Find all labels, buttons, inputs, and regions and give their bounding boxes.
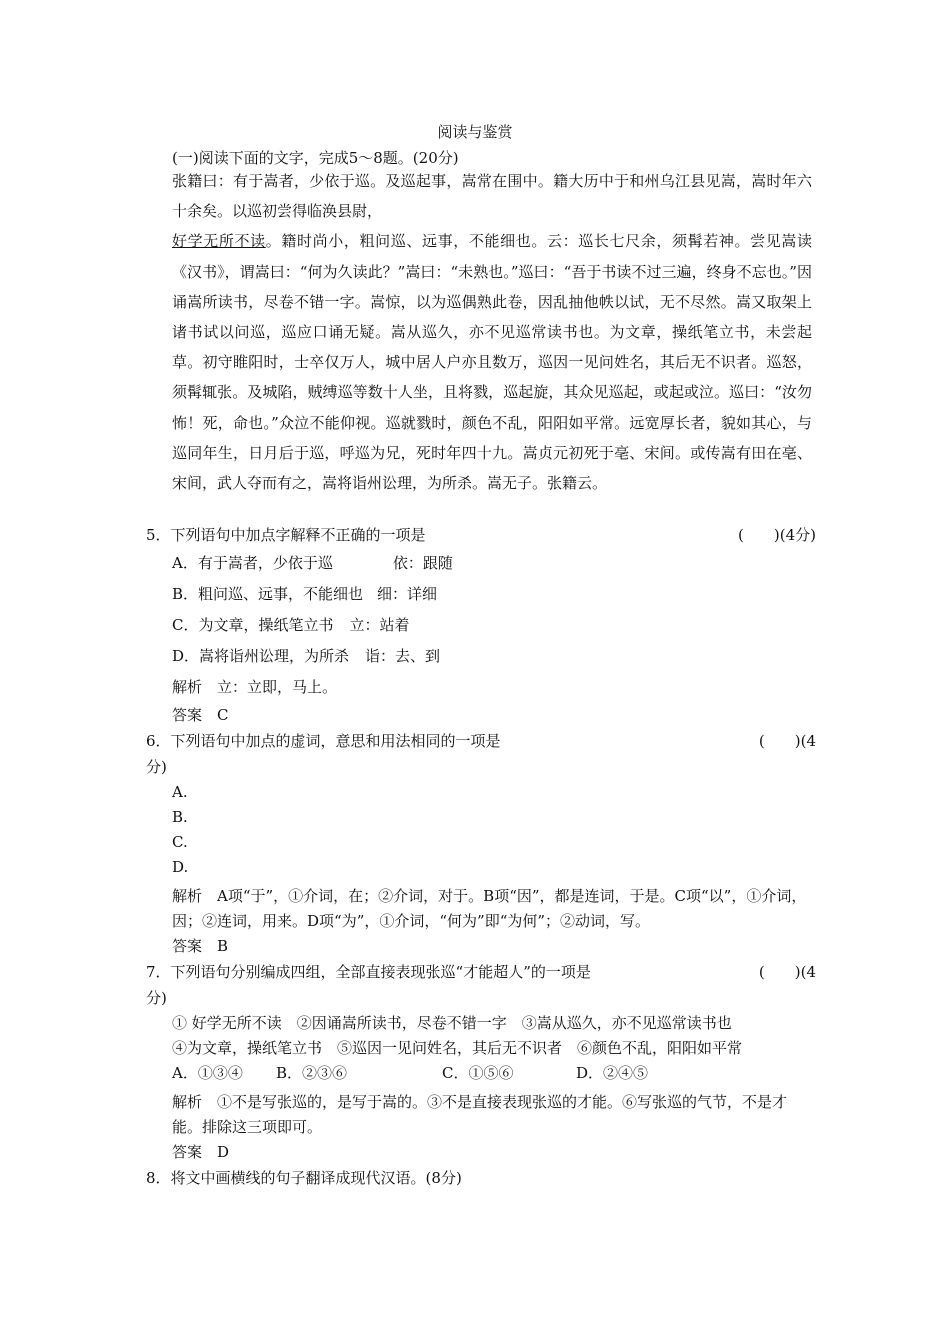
passage-paragraph-1: 张籍曰：有于嵩者，少依于巡。及巡起事，嵩常在围中。籍大历中于和州乌江县见嵩，嵩时年六十余矣。以巡初尝得临涣县尉， [172, 172, 812, 221]
question-6-stem-cont: 分) [146, 758, 167, 776]
question-5-answer: 答案 C [172, 706, 229, 724]
question-8-stem: 8．将文中画横线的句子翻译成现代汉语。(8分) [146, 1169, 462, 1187]
question-5-option-b [146, 579, 816, 610]
option-a-explain: 依：跟随 [392, 554, 453, 572]
document-title: 阅读与鉴赏 [437, 123, 513, 141]
question-7-answer: 答案 D [172, 1143, 230, 1161]
question-6-option-d: D. [172, 858, 189, 876]
option-c-explain: 立：站着 [349, 616, 410, 634]
question-6-option-b: B. [172, 808, 188, 826]
question-6-option-a: A. [172, 783, 188, 801]
choice-c: C．①⑤⑥ [442, 1064, 514, 1082]
question-6-stem [146, 728, 816, 754]
question-7-stem-cont: 分) [146, 989, 167, 1007]
question-6-analysis: 解析 A项“于”，①介词，在；②介词，对于。B项“因”，都是连词，于是。C项“以”，①介词，因；②连词，用来。D项“为”，①介词，“何为”即“为何”；②动词，写。 [172, 887, 807, 930]
questions-section [146, 522, 816, 1191]
passage-paragraph-2-rest: 。籍时尚小，粗问巡、远事，不能细也。云：巡长七尺余，须髯若神。尝见嵩读《汉书》，谓嵩曰：“何为久读此？”嵩曰：“未熟也。”巡曰：“吾于书读不过三遍，终身不忘也。”因诵嵩所读书，尽卷不错一字。嵩惊，以为巡偶熟此卷，因乱抽他帙以试，无不尽然。嵩又取架上诸书试以问巡，巡应口诵无疑。嵩从巡久，亦不见巡常读书也。为文章，操纸笔立书，未尝起草。初守睢阳时，士卒仅万人，城中居人户亦且数万，巡因一见问姓名，其后无不识者。巡怒，须髯辄张。及城陷，贼缚巡等数十人坐，且将戮，巡起旋，其众见巡起，或起或泣。巡曰：“汝勿怖！死，命也。”众泣不能仰视。巡就戮时，颜色不乱，阳阳如平常。远宽厚长者，貌如其心，与巡同年生，日月后于巡，呼巡为兄，死时年四十九。嵩贞元初死于亳、宋间。或传嵩有田在亳、宋间，武人夺而有之，嵩将诣州讼理，为所杀。嵩无子。张籍云。 [172, 232, 812, 493]
question-5-option-d [146, 641, 816, 672]
question-7-points: ( )(4 [758, 963, 816, 981]
question-7-items-line-2: ④为文章，操纸笔立书 ⑤巡因一见问姓名，其后无不识者 ⑥颜色不乱，阳阳如平常 [172, 1039, 743, 1057]
choice-d: D．②④⑤ [576, 1064, 649, 1082]
question-5-analysis: 解析 立：立即，马上。 [172, 678, 338, 696]
question-7-items-line-1: ① 好学无所不读 ②因诵嵩所读书，尽卷不错一字 ③嵩从巡久，亦不见巡常读书也 [172, 1014, 732, 1032]
option-d-explain: 诣：去、到 [365, 647, 441, 665]
option-b-explain: 细：详细 [377, 585, 438, 603]
underlined-sentence: 好学无所不读 [172, 232, 266, 251]
option-d-text: D．嵩将诣州讼理，为所杀 [172, 647, 350, 665]
question-7-analysis: 解析 ①不是写张巡的，是写于嵩的。③不是直接表现张巡的才能。⑥写张巡的气节，不是才能。排除这三项即可。 [172, 1093, 788, 1136]
choice-b: B．②③⑥ [276, 1064, 348, 1082]
option-a-text: A．有于嵩者，少依于巡 [172, 554, 333, 572]
question-5-option-c [146, 610, 816, 641]
question-7-stem [146, 959, 816, 985]
question-6-option-c: C. [172, 833, 188, 851]
question-5-text: 5．下列语句中加点字解释不正确的一项是 [146, 526, 426, 544]
question-6-answer: 答案 B [172, 937, 229, 955]
question-7-choices [146, 1061, 816, 1086]
question-6-points: ( )(4 [758, 732, 816, 750]
option-c-text: C．为文章，操纸笔立书 [172, 616, 334, 634]
section-heading: (一)阅读下面的文字，完成5～8题。(20分) [172, 149, 459, 167]
question-5-option-a [146, 548, 816, 579]
choice-a: A．①③④ [172, 1064, 243, 1082]
passage-paragraph-2 [172, 226, 812, 498]
reading-passage [172, 166, 812, 498]
question-6-text: 6．下列语句中加点的虚词，意思和用法相同的一项是 [146, 732, 501, 750]
question-5-points: ( )(4分) [738, 526, 816, 544]
option-b-text: B．粗问巡、远事，不能细也 [172, 585, 364, 603]
question-7-text: 7．下列语句分别编成四组，全部直接表现张巡“才能超人”的一项是 [146, 963, 591, 981]
question-5-stem [146, 522, 816, 548]
